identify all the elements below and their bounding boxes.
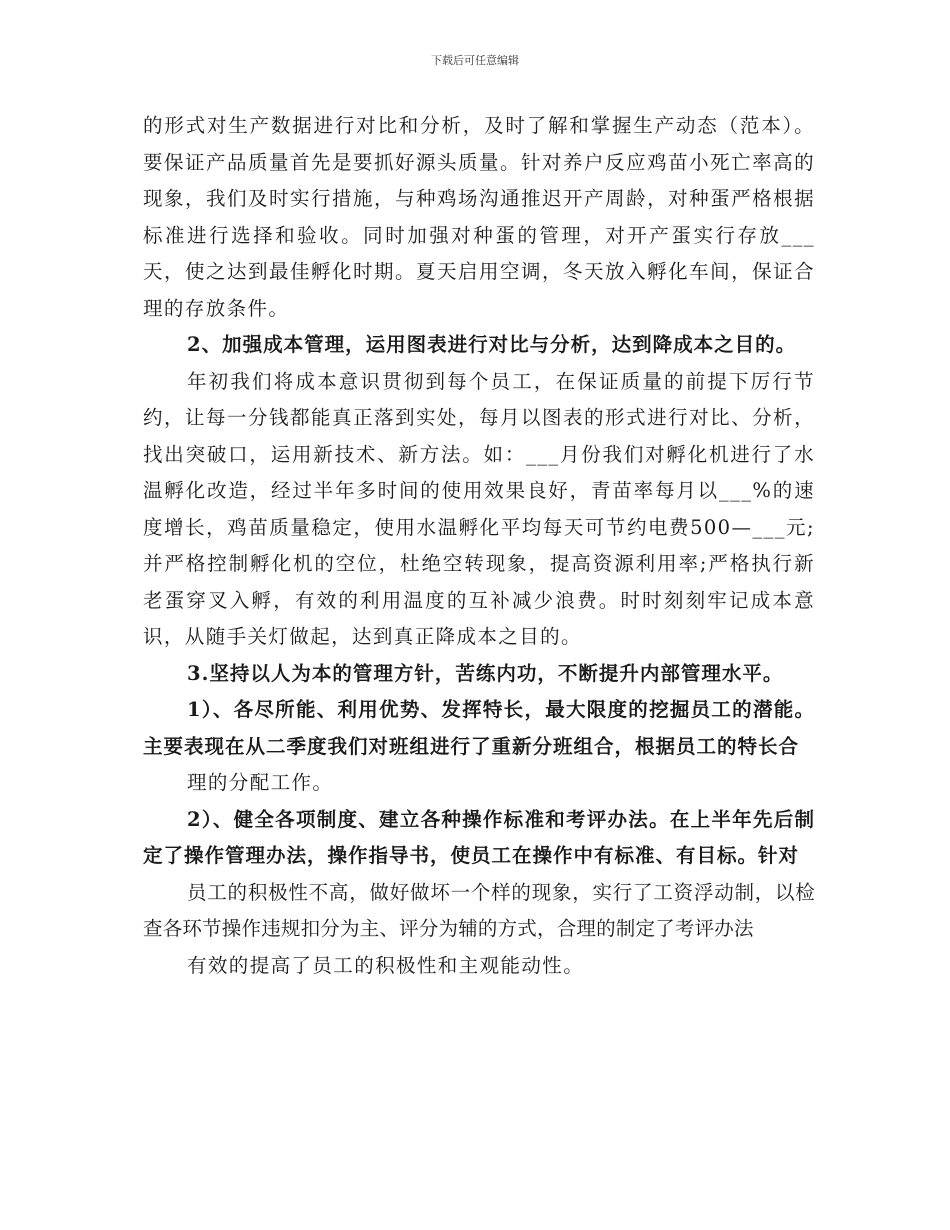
paragraph-work-allocation: 理的分配工作。 — [187, 771, 334, 794]
paragraph-motivation: 有效的提高了员工的积极性和主观能动性。 — [187, 953, 585, 977]
paragraph-quality-control: 的形式对生产数据进行对比和分析，及时了解和掌握生产动态（范本）。要保证产品质量首先是要抓好源头质量。针对养户反应鸡苗小死亡率高的现象，我们及时实行措施，与种鸡场沟通推迟开产周龄，对种蛋严格根据标准进行选择和验收。同时加强对种蛋的管理，对开产蛋实行存放___天，使之达到最佳孵化时期。夏天启用空调，冬天放入孵化车间，保证合理的存放条件。 — [143, 114, 815, 320]
subheading-rules-standards: 2）、健全各项制度、建立各种操作标准和考评办法。在上半年先后制定了操作管理办法，操作指导书，使员工在操作中有标准、有目标。针对 — [143, 807, 815, 867]
paragraph-floating-wage: 员工的积极性不高，做好做坏一个样的现象，实行了工资浮动制，以检查各环节操作违规扣分为主、评分为辅的方式，合理的制定了考评办法 — [143, 880, 815, 940]
paragraph-cost-saving: 年初我们将成本意识贯彻到每个员工，在保证质量的前提下厉行节约，让每一分钱都能真正落到实处，每月以图表的形式进行对比、分析，找出突破口，运用新技术、新方法。如：___月份我们对孵化机进行了水温孵化改造，经过半年多时间的使用效果良好，青苗率每月以___%的速度增长，鸡苗质量稳定，使用水温孵化平均每天可节约电费500—___元;并严格控制孵化机的空位，杜绝空转现象，提高资源利用率;严格执行新老蛋穿叉入孵，有效的利用温度的互补减少浪费。时时刻刻牢记成本意识，从随手关灯做起，达到真正降成本之目的。 — [143, 369, 815, 648]
subheading-potential: 1）、各尽所能、利用优势、发挥特长，最大限度的挖掘员工的潜能。主要表现在从二季度我们对班组进行了重新分班组合，根据员工的特长合 — [143, 698, 815, 758]
heading-cost-management: 2、加强成本管理，运用图表进行对比与分析，达到降成本之目的。 — [187, 333, 797, 356]
document-body — [143, 108, 815, 984]
heading-people-oriented: 3.坚持以人为本的管理方针，苦练内功，不断提升内部管理水平。 — [187, 661, 784, 685]
page-header: 下载后可任意编辑 — [431, 54, 519, 67]
